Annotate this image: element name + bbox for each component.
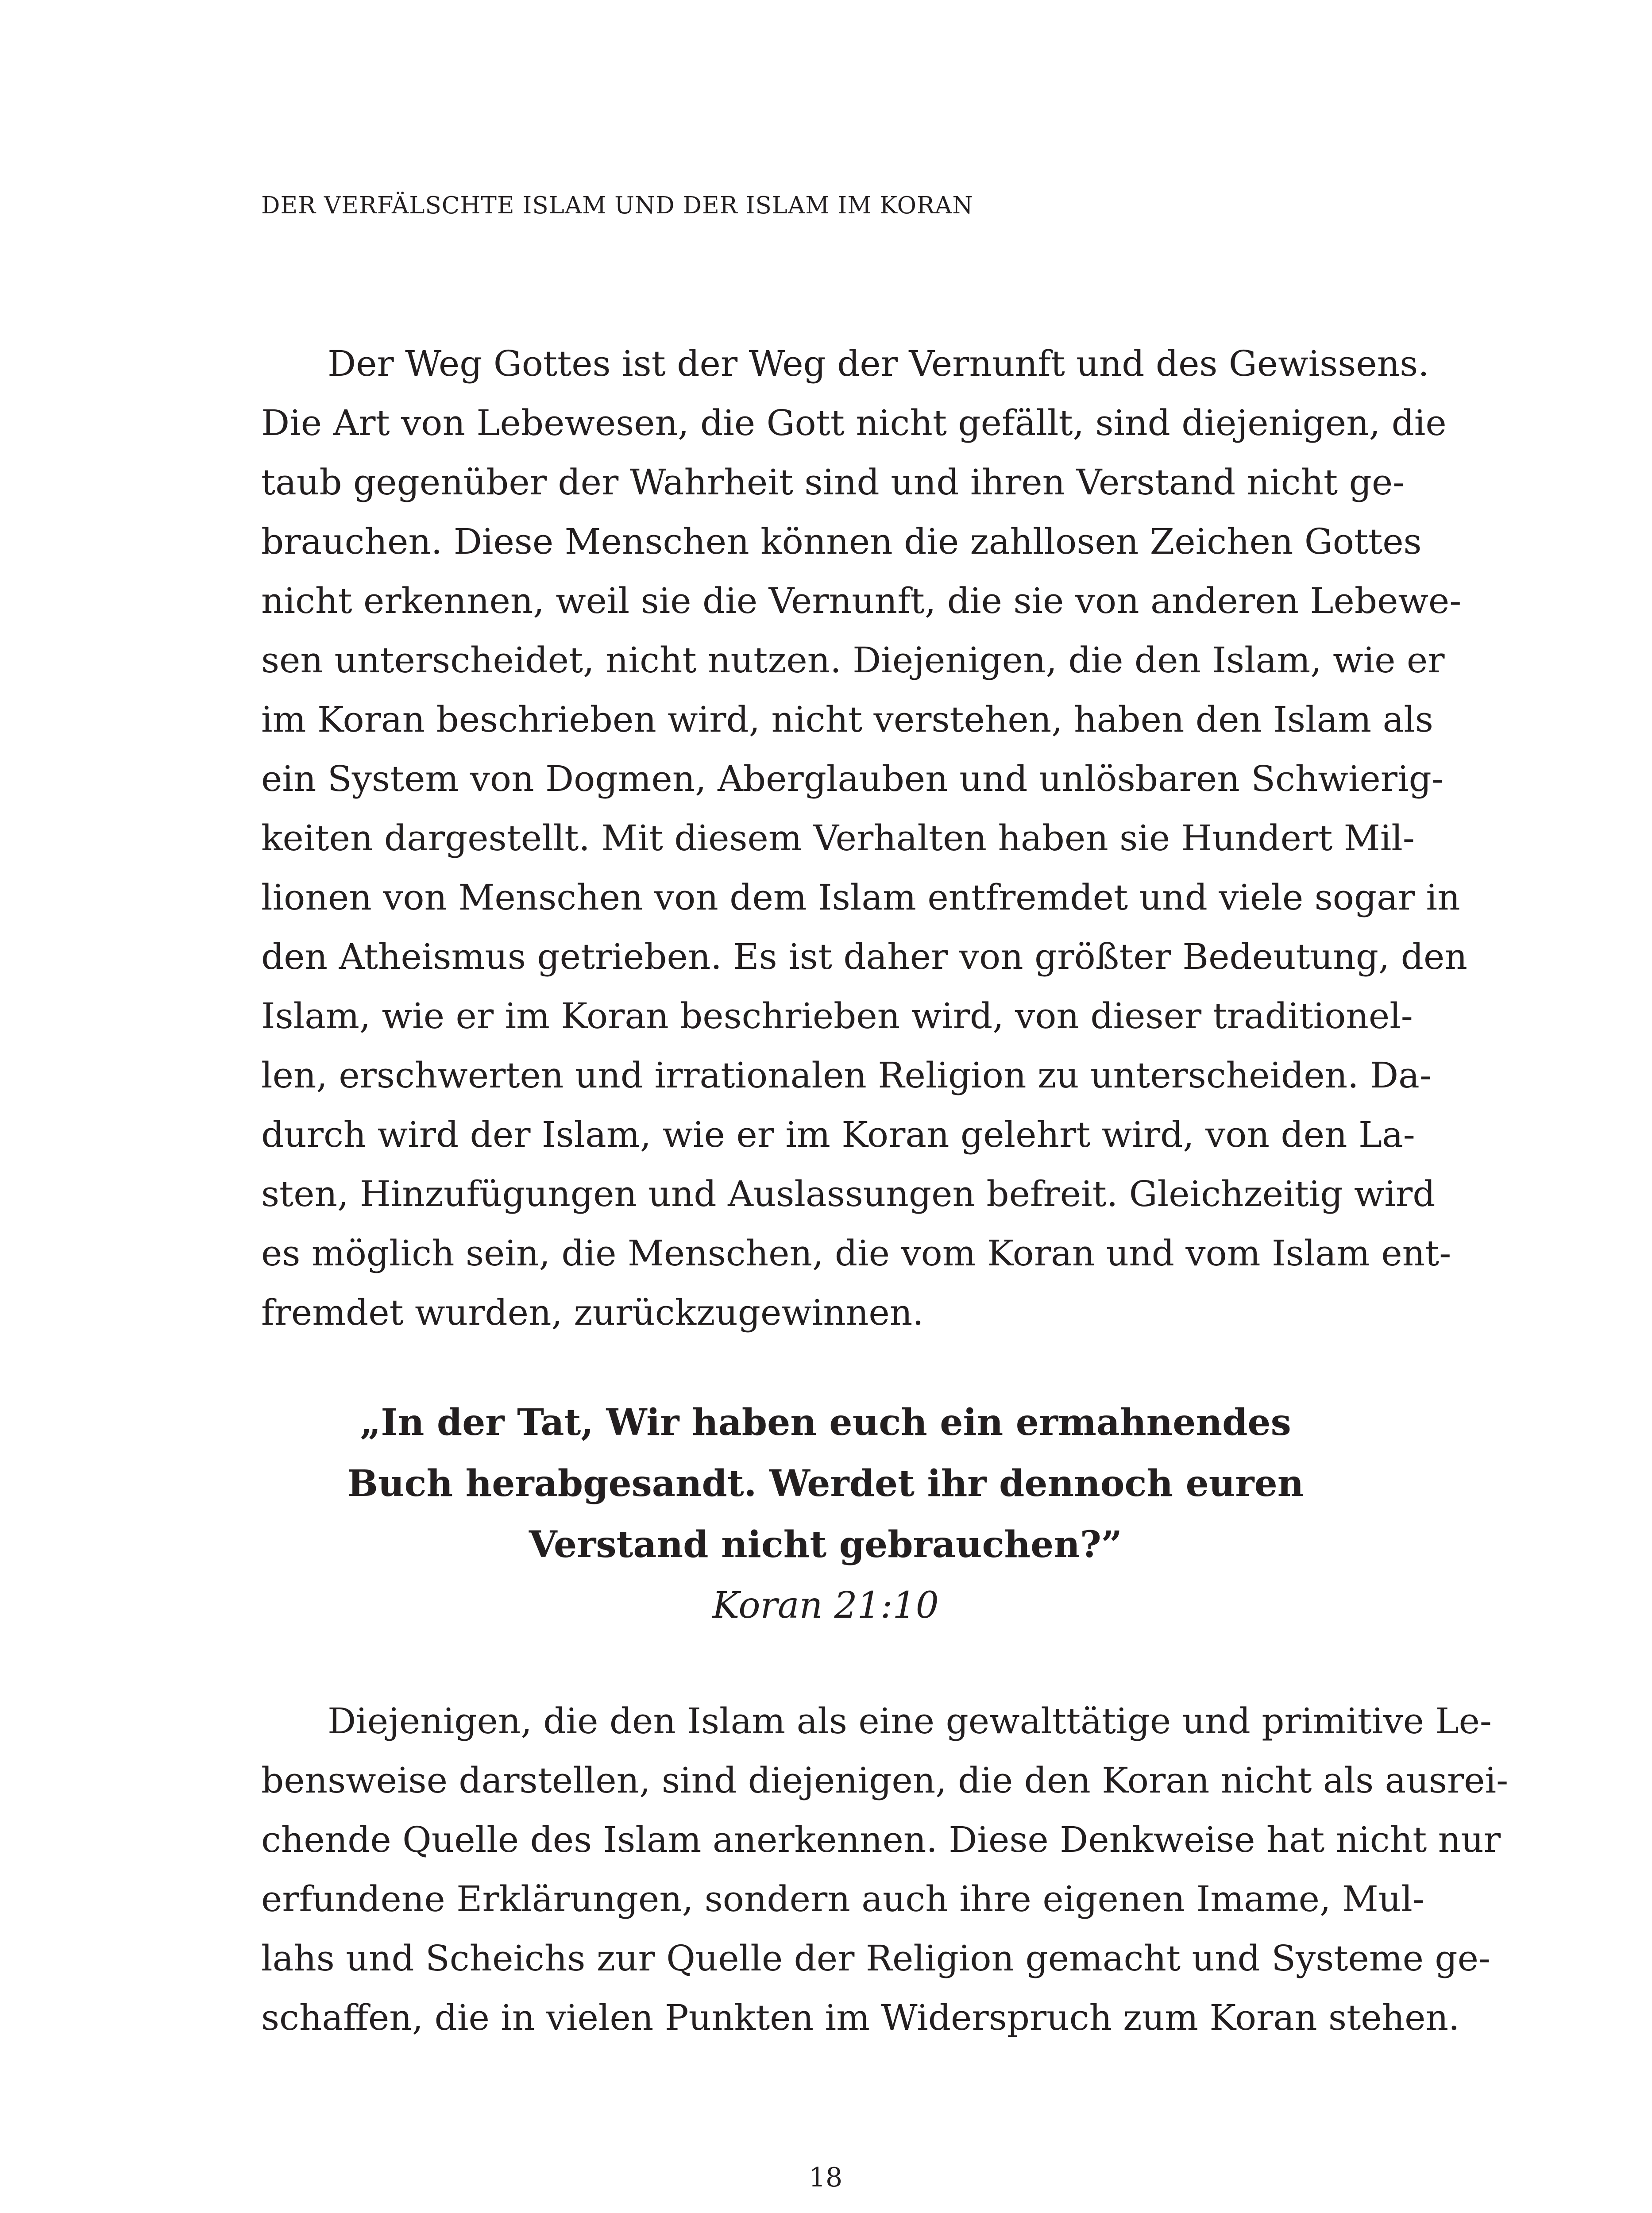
text-line: chende Quelle des Islam anerkennen. Diese Denkweise hat nicht nur [261,1819,1501,1860]
body-paragraph-1 [261,334,1467,1342]
quote-line: „In der Tat, Wir haben euch ein ermahnendes [360,1401,1291,1444]
quote-line: Verstand nicht gebrauchen?” [529,1523,1123,1566]
body-paragraph-2 [261,1692,1509,2047]
text-line: ein System von Dogmen, Aberglauben und unlösbaren Schwierig- [261,758,1444,799]
text-line: sen unterscheidet, nicht nutzen. Diejenigen, die den Islam, wie er [261,640,1445,681]
text-line: nicht erkennen, weil sie die Vernunft, die sie von anderen Lebewe- [261,580,1462,621]
page-number: 18 [808,2162,843,2193]
text-line: lionen von Menschen von dem Islam entfremdet und viele sogar in [261,877,1460,918]
quran-quote [261,1392,1390,1636]
text-line: es möglich sein, die Menschen, die vom Koran und vom Islam ent- [261,1233,1451,1274]
text-line: sten, Hinzufügungen und Auslassungen befreit. Gleichzeitig wird [261,1173,1436,1214]
quote-source: Koran 21:10 [712,1585,939,1627]
text-line: len, erschwerten und irrationalen Religion zu unterscheiden. Da- [261,1055,1432,1096]
text-line: im Koran beschrieben wird, nicht verstehen, haben den Islam als [261,699,1433,740]
text-line: fremdet wurden, zurückzugewinnen. [261,1292,924,1333]
text-line: bensweise darstellen, sind diejenigen, die den Koran nicht als ausrei- [261,1760,1509,1801]
text-line: den Atheismus getrieben. Es ist daher von größter Bedeutung, den [261,936,1467,977]
text-line: Die Art von Lebewesen, die Gott nicht gefällt, sind diejenigen, die [261,402,1447,443]
text-line: brauchen. Diese Menschen können die zahllosen Zeichen Gottes [261,521,1422,562]
text-line: durch wird der Islam, wie er im Koran gelehrt wird, von den La- [261,1114,1415,1155]
text-line: Der Weg Gottes ist der Weg der Vernunft und des Gewissens. [328,343,1429,384]
text-line: Diejenigen, die den Islam als eine gewalttätige und primitive Le- [328,1700,1492,1742]
text-line: schaffen, die in vielen Punkten im Widerspruch zum Koran stehen. [261,1997,1460,2038]
text-line: taub gegenüber der Wahrheit sind und ihren Verstand nicht ge- [261,462,1405,503]
text-line: lahs und Scheichs zur Quelle der Religion gemacht und Systeme ge- [261,1938,1490,1979]
text-line: Islam, wie er im Koran beschrieben wird, von dieser traditionel- [261,995,1413,1037]
text-line: keiten dargestellt. Mit diesem Verhalten haben sie Hundert Mil- [261,817,1415,859]
text-line: erfundene Erklärungen, sondern auch ihre eigenen Imame, Mul- [261,1878,1424,1920]
running-header: DER VERFÄLSCHTE ISLAM UND DER ISLAM IM KORAN [261,192,973,219]
quote-line: Buch herabgesandt. Werdet ihr dennoch euren [347,1462,1304,1505]
